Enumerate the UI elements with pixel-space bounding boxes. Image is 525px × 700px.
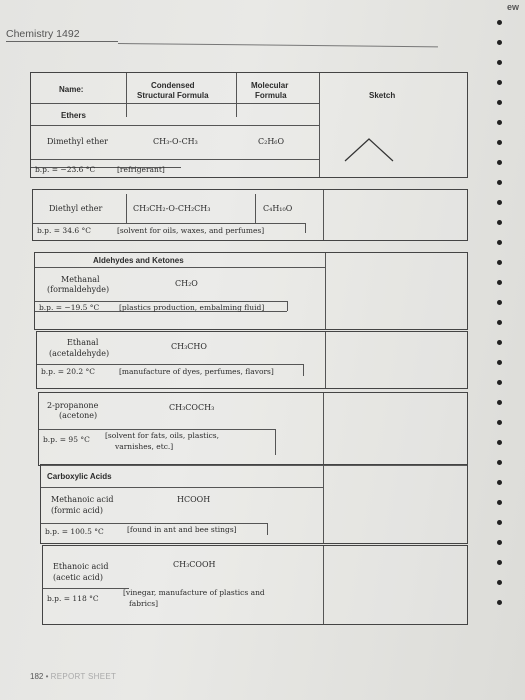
row-propanone-note2: varnishes, etc.]	[115, 442, 174, 451]
row-ethanoic-bp: b.p. = 118 °C	[47, 594, 99, 603]
row-ethanoic-name: Ethanoic acid	[53, 562, 109, 571]
row-diethyl-note: [solvent for oils, waxes, and perfumes]	[117, 226, 265, 235]
row-ethanal-note: [manufacture of dyes, perfumes, flavors]	[119, 367, 274, 376]
bullet: •	[45, 672, 51, 681]
row-diethyl-molecular: C₄H₁₀O	[263, 204, 293, 213]
section-ethers: Ethers	[61, 111, 86, 120]
row-propanone-name: 2-propanone	[47, 401, 99, 410]
row-methanal-name: Methanal	[61, 275, 100, 284]
row-dimethyl-condensed: CH₃-O-CH₃	[153, 137, 198, 146]
header-condensed-2: Structural Formula	[137, 91, 209, 100]
dimethyl-ether-sketch	[341, 133, 401, 165]
methanoic-acid-block	[40, 464, 468, 544]
row-propanone-condensed: CH₃COCH₃	[169, 403, 215, 412]
page-footer	[30, 672, 116, 681]
row-diethyl-bp: b.p. = 34.6 °C	[37, 226, 91, 235]
header-molecular-2: Formula	[255, 91, 287, 100]
row-ethanoic-note2: fabrics]	[129, 599, 159, 608]
header-condensed-1: Condensed	[151, 81, 195, 90]
row-methanal-bp: b.p. = −19.5 °C	[39, 303, 100, 312]
row-propanone-bp: b.p. = 95 °C	[43, 435, 90, 444]
header-sketch: Sketch	[369, 91, 396, 100]
row-ethanoic-name2: (acetic acid)	[53, 573, 103, 582]
footer-label: REPORT SHEET	[50, 672, 117, 681]
header-molecular-1: Molecular	[251, 81, 289, 90]
section-aldehydes-ketones: Aldehydes and Ketones	[93, 256, 184, 265]
row-methanal-condensed: CH₂O	[175, 279, 198, 288]
row-methanoic-name: Methanoic acid	[51, 495, 114, 504]
row-ethanoic-note: [vinegar, manufacture of plastics and	[123, 588, 265, 597]
row-ethanal-bp: b.p. = 20.2 °C	[41, 367, 95, 376]
row-ethanoic-condensed: CH₃COOH	[173, 560, 216, 569]
propanone-block	[38, 392, 468, 466]
row-diethyl-name: Diethyl ether	[49, 204, 103, 213]
ethanal-block	[36, 331, 468, 389]
diethyl-ether-block	[32, 189, 468, 241]
row-methanoic-name2: (formic acid)	[51, 506, 103, 515]
row-propanone-name2: (acetone)	[59, 411, 98, 420]
header-underline	[118, 43, 438, 47]
row-methanoic-condensed: HCOOH	[177, 495, 211, 504]
row-ethanal-condensed: CH₃CHO	[171, 342, 207, 351]
row-propanone-note: [solvent for fats, oils, plastics,	[105, 431, 220, 440]
row-methanal-name2: (formaldehyde)	[47, 285, 110, 294]
row-dimethyl-molecular: C₂H₆O	[258, 137, 285, 146]
row-ethanal-name: Ethanal	[67, 338, 99, 347]
row-dimethyl-bp: b.p. = −23.6 °C	[35, 165, 96, 174]
methanal-block	[34, 252, 468, 330]
row-dimethyl-name: Dimethyl ether	[47, 137, 108, 146]
header-name: Name:	[59, 85, 84, 94]
ethanoic-acid-block	[42, 545, 468, 625]
page-number: 182	[30, 672, 44, 681]
row-methanal-note: [plastics production, embalming fluid]	[119, 303, 265, 312]
table-header-block	[30, 72, 468, 178]
row-diethyl-condensed: CH₃CH₂-O-CH₂CH₃	[133, 204, 211, 213]
row-methanoic-bp: b.p. = 100.5 °C	[45, 527, 104, 536]
page-header-title: Chemistry 1492	[6, 28, 118, 42]
corner-text: ew	[506, 2, 519, 12]
row-methanoic-note: [found in ant and bee stings]	[127, 525, 237, 534]
row-dimethyl-note: [refrigerant]	[117, 165, 165, 174]
section-carboxylic-acids: Carboxylic Acids	[47, 472, 112, 481]
binder-holes	[497, 20, 507, 640]
row-ethanal-name2: (acetaldehyde)	[49, 349, 110, 358]
